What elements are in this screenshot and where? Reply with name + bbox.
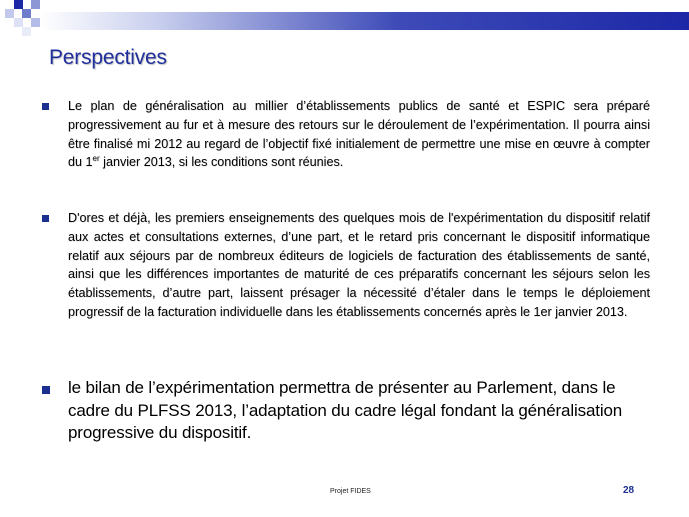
bullet-1-text-end: janvier 2013, si les conditions sont réunies.	[99, 155, 344, 170]
bullet-paragraph-2: D'ores et déjà, les premiers enseignements des quelques mois de l'expérimentation du dispositif relatif aux actes et consultations externes, d’une part, et le retard pris concernant le dispositif informatique relatif aux séjours par de nombreux éditeurs de logiciels de facturation des établissements de santé, ainsi que les différences importantes de maturité de ces préparatifs concernant les séjours selon les établissements, d’autre part, laissent présager la nécessité d’étaler dans le temps le déploiement progressif de la facturation individuelle dans les établissements concernés après le 1er janvier 2013.	[68, 211, 650, 319]
bullet-marker	[42, 215, 49, 222]
banner-gradient-bar	[40, 12, 689, 30]
bullet-paragraph-1	[68, 97, 650, 172]
ordinal-superscript: er	[92, 154, 100, 164]
bullet-marker	[42, 386, 50, 394]
decor-square	[31, 18, 40, 27]
decor-square	[31, 0, 40, 9]
decor-square	[5, 9, 14, 18]
decor-square	[14, 18, 23, 27]
header-banner	[0, 0, 689, 40]
bullet-1-text: Le plan de généralisation au millier d’établissements publics de santé et ESPIC sera préparé progressivement au fur et à mesure des retours sur le déroulement de l’expérimentation. Il pourra ainsi être finalisé mi 2012 au regard de l’objectif fixé initialement de permettre une mise en œuvre à compter du 1	[68, 99, 650, 170]
decor-square	[14, 0, 23, 9]
decor-square	[22, 9, 31, 18]
slide-title: Perspectives	[49, 46, 167, 69]
bullet-marker	[42, 103, 49, 110]
footer-label: Projet FIDES	[330, 488, 371, 495]
page-number: 28	[623, 485, 635, 496]
bullet-paragraph-3: le bilan de l’expérimentation permettra de présenter au Parlement, dans le cadre du PLFSS 2013, l’adaptation du cadre légal fondant la généralisation progressive du dispositif.	[68, 378, 623, 442]
decor-square	[22, 27, 31, 36]
